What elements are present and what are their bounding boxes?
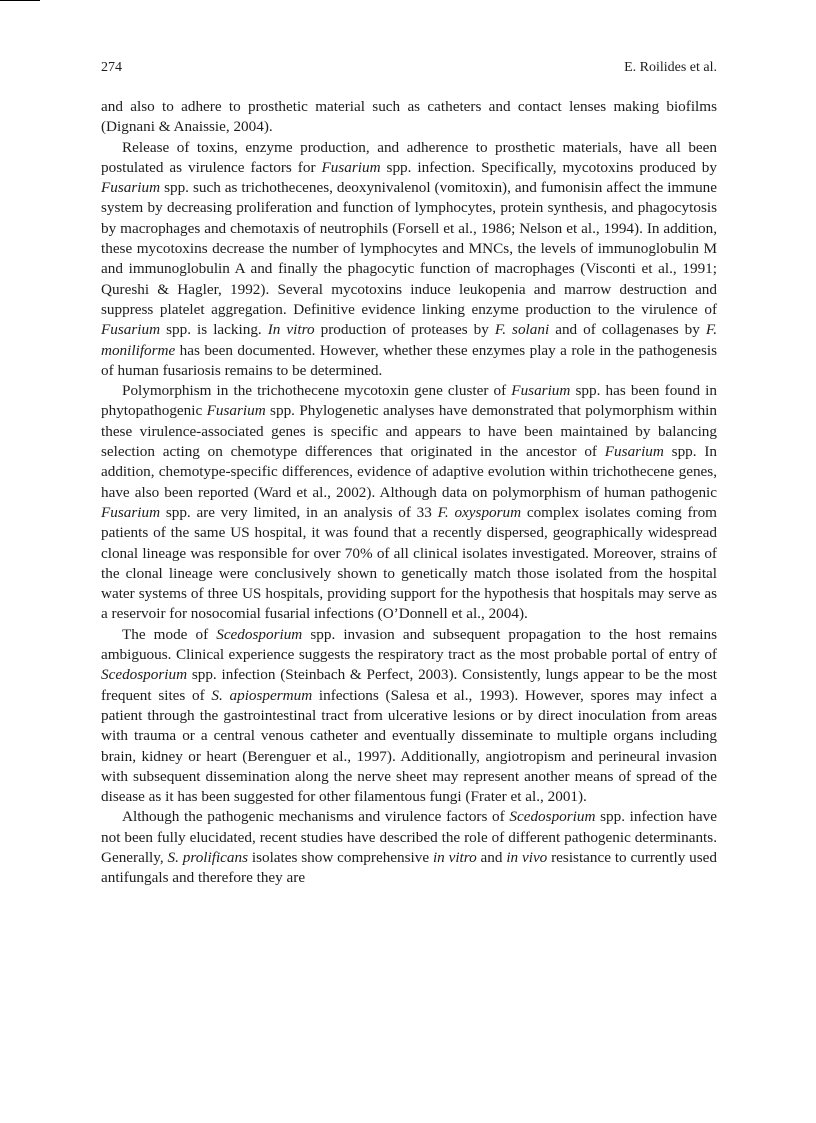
text-run: spp. Phylogenetic analyses have demonstrated that polymorphism within these virulence-associated genes is specific and appears to have been maintained by balancing selection acting on chemotype differences that originated in the ancestor of bbox=[101, 402, 717, 461]
page-header bbox=[101, 60, 717, 80]
text-run: isolates show comprehensive bbox=[248, 848, 433, 866]
italic-term: Fusarium bbox=[604, 443, 664, 461]
page-number: 274 bbox=[101, 60, 122, 75]
text-run: Polymorphism in the trichothecene mycotoxin gene cluster of bbox=[122, 382, 512, 400]
text-run: spp. invasion and subsequent propagation to the host remains ambiguous. Clinical experience suggests the respiratory tract as the most probable portal of entry of bbox=[101, 625, 717, 664]
italic-term: Fusarium bbox=[101, 179, 161, 197]
text-run: production of proteases by bbox=[314, 321, 495, 339]
italic-term: in vitro bbox=[432, 848, 477, 866]
paragraph bbox=[101, 381, 717, 625]
text-run: spp. has been found in phytopathogenic bbox=[101, 382, 717, 420]
italic-term: F. oxysporum bbox=[437, 503, 522, 521]
italic-term: S. apiospermum bbox=[211, 686, 313, 704]
text-run: spp. is lacking. bbox=[160, 321, 268, 339]
text-run: and also to adhere to prosthetic material such as catheters and contact lenses making biofilms (Dignani & Anaissie, 2004). bbox=[101, 98, 717, 136]
italic-term: Fusarium bbox=[206, 402, 266, 420]
italic-term: Scedosporium bbox=[101, 666, 188, 684]
paragraph bbox=[101, 625, 717, 808]
italic-term: Fusarium bbox=[511, 382, 571, 400]
italic-term: in vivo bbox=[506, 848, 548, 866]
italic-term: In vitro bbox=[267, 321, 315, 339]
running-head: E. Roilides et al. bbox=[624, 60, 717, 75]
text-run: resistance to currently used antifungals and therefore they are bbox=[101, 848, 717, 887]
text-run: spp. In addition, chemotype-specific differences, evidence of adaptive evolution within trichothecene genes, have also been reported (Ward et al., 2002). Although data on polymorphism of human pathogenic bbox=[101, 443, 717, 501]
text-run: Although the pathogenic mechanisms and virulence factors of bbox=[122, 808, 510, 826]
crop-mark bbox=[0, 0, 40, 1]
italic-term: F. moniliforme bbox=[101, 321, 717, 359]
text-run: spp. infection have not been fully elucidated, recent studies have described the role of different pathogenic determinants. Generally, bbox=[101, 808, 717, 866]
text-run: and bbox=[476, 848, 507, 866]
text-run: Release of toxins, enzyme production, and adherence to prosthetic materials, have all been postulated as virulence factors for bbox=[101, 138, 717, 176]
paragraph bbox=[101, 97, 717, 138]
text-run: spp. such as trichothecenes, deoxynivalenol (vomitoxin), and fumonisin affect the immune system by decreasing proliferation and function of lymphocytes, protein synthesis, and phagocytosis by macrophages and chemotaxis of neutrophils (Forsell et al., 1986; Nelson et al., 1994). In addition, these mycotoxins decrease the number of lymphocytes and MNCs, the levels of immunoglobulin M and immunoglobulin A and finally the phagocytic function of macrophages (Visconti et al., 1991; Qureshi & Hagler, 1992). Several mycotoxins induce leukopenia and marrow destruction and suppress platelet aggregation. Definitive evidence linking enzyme production to the virulence of bbox=[101, 179, 717, 318]
italic-term: Fusarium bbox=[321, 158, 381, 176]
text-run: spp. infection. Specifically, mycotoxins produced by bbox=[380, 158, 717, 176]
text-run: infections (Salesa et al., 1993). However, spores may infect a patient through the gastrointestinal tract from ulcerative lesions or by direct inoculation from areas with trauma or a central venous catheter and eventually disseminate to multiple organs including brain, kidney or heart (Berenguer et al., 1997). Additionally, angiotropism and perineural invasion with subsequent dissemination along the nerve sheet may represent another means of spread of the disease as it has been suggested for other filamentous fungi (Frater et al., 2001). bbox=[101, 686, 717, 806]
text-run: has been documented. However, whether these enzymes play a role in the pathogenesis of human fusariosis remains to be determined. bbox=[101, 341, 717, 379]
italic-term: S. prolificans bbox=[167, 848, 249, 866]
text-run: The mode of bbox=[122, 625, 217, 643]
body-text bbox=[101, 97, 717, 889]
italic-term: F. solani bbox=[494, 321, 550, 339]
text-run: spp. infection (Steinbach & Perfect, 2003). Consistently, lungs appear to be the most frequent sites of bbox=[101, 666, 717, 704]
italic-term: Fusarium bbox=[101, 321, 161, 339]
text-run: and of collagenases by bbox=[549, 321, 706, 339]
text-run: spp. are very limited, in an analysis of 33 bbox=[160, 503, 438, 521]
text-run: complex isolates coming from patients of the same US hospital, it was found that a recently dispersed, geographically widespread clonal lineage was responsible for over 70% of all clinical isolates investigated. Moreover, strains of the clonal lineage were conclusively shown to genetically match those isolated from the hospital water systems of three US hospitals, providing support for the hypothesis that hospitals may serve as a reservoir for nosocomial fusarial infections (O’Donnell et al., 2004). bbox=[101, 503, 717, 623]
italic-term: Scedosporium bbox=[509, 808, 596, 826]
italic-term: Scedosporium bbox=[216, 625, 303, 643]
paragraph bbox=[101, 807, 717, 888]
paragraph bbox=[101, 138, 717, 382]
italic-term: Fusarium bbox=[101, 503, 161, 521]
